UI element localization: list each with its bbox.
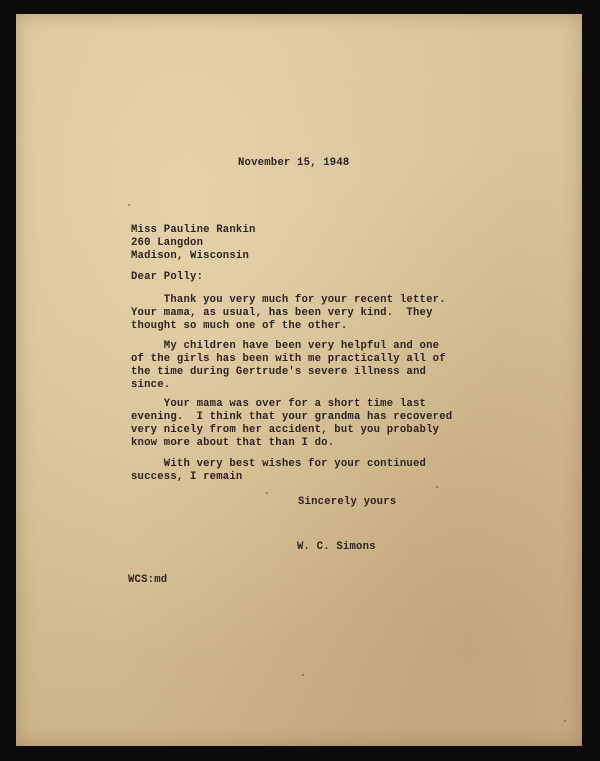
body-line: the time during Gertrude's severe illness and (131, 366, 427, 378)
signature-name: W. C. Simons (297, 541, 376, 553)
body-line: Thank you very much for your recent letter. (131, 294, 446, 306)
letter-page (16, 14, 582, 746)
recipient-name: Miss Pauline Rankin (131, 224, 256, 236)
paper-speck (128, 204, 130, 206)
body-line: thought so much one of the other. (131, 320, 348, 332)
body-line: Your mama was over for a short time last (131, 398, 427, 410)
body-line: My children have been very helpful and one (131, 340, 440, 352)
closing: Sincerely yours (298, 496, 397, 508)
paper-speck (436, 486, 438, 488)
body-line: success, I remain (131, 471, 243, 483)
body-line: since. (131, 379, 171, 391)
body-line: With very best wishes for your continued (131, 458, 427, 470)
paper-speck (564, 720, 566, 722)
letter-date: November 15, 1948 (238, 157, 350, 169)
recipient-city: Madison, Wisconsin (131, 250, 250, 262)
paper-speck (302, 674, 304, 676)
body-line: know more about that than I do. (131, 437, 335, 449)
salutation: Dear Polly: (131, 271, 204, 283)
body-line: Your mama, as usual, has been very kind. They (131, 307, 433, 319)
body-line: very nicely from her accident, but you probably (131, 424, 440, 436)
paper-speck (266, 492, 268, 494)
recipient-street: 260 Langdon (131, 237, 204, 249)
body-line: of the girls has been with me practically all of (131, 353, 446, 365)
reference-initials: WCS:md (128, 574, 168, 586)
body-line: evening. I think that your grandma has recovered (131, 411, 453, 423)
